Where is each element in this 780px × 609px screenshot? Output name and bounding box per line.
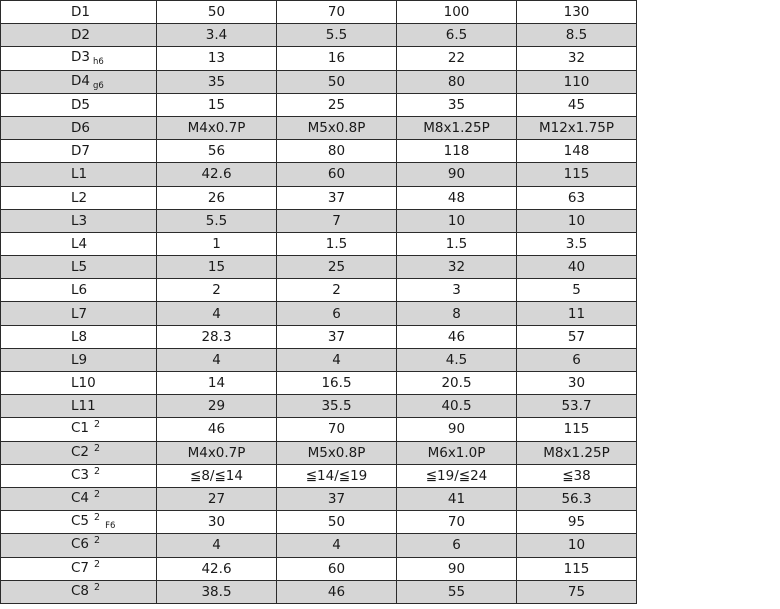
dimension-label-cell	[1, 511, 157, 534]
dimension-label: C8	[71, 582, 90, 599]
value-cell: 20.5	[397, 372, 517, 395]
dimension-label: D6	[71, 120, 90, 137]
value-cell: 3	[397, 279, 517, 302]
value-cell: M6x1.0P	[397, 441, 517, 464]
footnote-superscript: 2	[94, 535, 101, 547]
value-cell: 7	[277, 209, 397, 232]
dimension-label-cell	[1, 464, 157, 487]
value-cell: 70	[397, 511, 517, 534]
table-row	[1, 302, 637, 325]
tolerance-subscript: F6	[105, 521, 116, 532]
table-row	[1, 232, 637, 255]
value-cell: 4	[157, 302, 277, 325]
dimension-label: L7	[71, 305, 88, 322]
dimension-label-cell	[1, 256, 157, 279]
value-cell: 16.5	[277, 372, 397, 395]
value-cell: 30	[517, 372, 637, 395]
dimension-label: L10	[71, 375, 96, 392]
value-cell: 4	[277, 348, 397, 371]
value-cell: 1.5	[397, 232, 517, 255]
value-cell: 40.5	[397, 395, 517, 418]
value-cell: 56	[157, 140, 277, 163]
dimension-label: C3	[71, 466, 90, 483]
table-row	[1, 464, 637, 487]
value-cell: 5.5	[277, 24, 397, 47]
dimension-label: L5	[71, 259, 88, 276]
value-cell: M8x1.25P	[397, 116, 517, 139]
table-row	[1, 163, 637, 186]
dimension-label: C4	[71, 490, 90, 507]
table-row	[1, 441, 637, 464]
value-cell: 50	[157, 1, 277, 24]
value-cell: 100	[397, 1, 517, 24]
dimension-label: L3	[71, 212, 88, 229]
value-cell: 118	[397, 140, 517, 163]
value-cell: 3.5	[517, 232, 637, 255]
dimension-label-cell	[1, 279, 157, 302]
dimension-label: L1	[71, 166, 88, 183]
dimension-label: D5	[71, 96, 90, 113]
dimension-label-cell	[1, 24, 157, 47]
value-cell: 1.5	[277, 232, 397, 255]
value-cell: 38.5	[157, 580, 277, 603]
value-cell: 75	[517, 580, 637, 603]
table-row	[1, 93, 637, 116]
value-cell: 5	[517, 279, 637, 302]
value-cell: 41	[397, 487, 517, 510]
value-cell: 2	[157, 279, 277, 302]
value-cell: 25	[277, 256, 397, 279]
dimension-label-cell	[1, 580, 157, 603]
value-cell: 90	[397, 163, 517, 186]
value-cell: 53.7	[517, 395, 637, 418]
value-cell: 70	[277, 418, 397, 441]
dimension-label: L11	[71, 398, 96, 415]
table-row	[1, 47, 637, 70]
tolerance-subscript: h6	[92, 57, 104, 68]
value-cell: 37	[277, 487, 397, 510]
value-cell: 45	[517, 93, 637, 116]
value-cell: 50	[277, 70, 397, 93]
spec-table-body	[1, 1, 637, 604]
value-cell: M8x1.25P	[517, 441, 637, 464]
footnote-superscript: 2	[94, 512, 101, 524]
dimension-label-cell	[1, 395, 157, 418]
value-cell: 40	[517, 256, 637, 279]
table-row	[1, 395, 637, 418]
dimension-label-cell	[1, 441, 157, 464]
table-row	[1, 534, 637, 557]
dimension-label-cell	[1, 116, 157, 139]
dimension-label-cell	[1, 418, 157, 441]
value-cell: 6	[397, 534, 517, 557]
value-cell: 46	[277, 580, 397, 603]
value-cell: 10	[517, 209, 637, 232]
dimension-label-cell	[1, 140, 157, 163]
dimension-label-cell	[1, 348, 157, 371]
value-cell: ≦14/≦19	[277, 464, 397, 487]
value-cell: 4.5	[397, 348, 517, 371]
dimension-label: C2	[71, 443, 90, 460]
value-cell: 15	[157, 93, 277, 116]
value-cell: M5x0.8P	[277, 441, 397, 464]
table-row	[1, 418, 637, 441]
value-cell: 90	[397, 557, 517, 580]
value-cell: 115	[517, 163, 637, 186]
value-cell: 57	[517, 325, 637, 348]
value-cell: 90	[397, 418, 517, 441]
dimension-label: L2	[71, 189, 88, 206]
dimension-label: D2	[71, 27, 90, 44]
dimension-label-cell	[1, 302, 157, 325]
value-cell: 10	[517, 534, 637, 557]
dimension-label-cell	[1, 557, 157, 580]
dimension-label-cell	[1, 163, 157, 186]
dimension-label: L9	[71, 351, 88, 368]
dimension-label-cell	[1, 47, 157, 70]
value-cell: 95	[517, 511, 637, 534]
dimension-label-cell	[1, 372, 157, 395]
tolerance-subscript: g6	[92, 80, 104, 91]
value-cell: 35	[397, 93, 517, 116]
value-cell: 46	[157, 418, 277, 441]
value-cell: 55	[397, 580, 517, 603]
value-cell: 70	[277, 1, 397, 24]
value-cell: 28.3	[157, 325, 277, 348]
value-cell: 2	[277, 279, 397, 302]
value-cell: 8	[397, 302, 517, 325]
value-cell: 16	[277, 47, 397, 70]
table-row	[1, 186, 637, 209]
value-cell: 32	[397, 256, 517, 279]
value-cell: 42.6	[157, 163, 277, 186]
value-cell: 32	[517, 47, 637, 70]
value-cell: 42.6	[157, 557, 277, 580]
value-cell: 46	[397, 325, 517, 348]
value-cell: 115	[517, 418, 637, 441]
dimension-label-cell	[1, 186, 157, 209]
table-row	[1, 209, 637, 232]
value-cell: 1	[157, 232, 277, 255]
value-cell: 30	[157, 511, 277, 534]
dimension-label: C6	[71, 536, 90, 553]
value-cell: M12x1.75P	[517, 116, 637, 139]
value-cell: 37	[277, 186, 397, 209]
table-row	[1, 511, 637, 534]
value-cell: 60	[277, 163, 397, 186]
dimension-label: C7	[71, 559, 90, 576]
dimension-label: C1	[71, 420, 90, 437]
value-cell: 4	[157, 534, 277, 557]
value-cell: 15	[157, 256, 277, 279]
value-cell: M4x0.7P	[157, 116, 277, 139]
footnote-superscript: 2	[94, 419, 101, 431]
value-cell: 35.5	[277, 395, 397, 418]
value-cell: 63	[517, 186, 637, 209]
value-cell: 14	[157, 372, 277, 395]
dimension-label-cell	[1, 1, 157, 24]
value-cell: 5.5	[157, 209, 277, 232]
value-cell: 37	[277, 325, 397, 348]
table-row	[1, 325, 637, 348]
dimension-label: D7	[71, 143, 90, 160]
value-cell: 13	[157, 47, 277, 70]
footnote-superscript: 2	[94, 465, 101, 477]
table-row	[1, 487, 637, 510]
value-cell: 130	[517, 1, 637, 24]
dimension-label: C5	[71, 513, 90, 530]
value-cell: 80	[277, 140, 397, 163]
dimension-label-cell	[1, 534, 157, 557]
table-row	[1, 580, 637, 603]
value-cell: 3.4	[157, 24, 277, 47]
dimension-label-cell	[1, 70, 157, 93]
dimension-label: D4	[71, 72, 90, 89]
value-cell: 8.5	[517, 24, 637, 47]
dimension-label: D1	[71, 4, 90, 21]
value-cell: 10	[397, 209, 517, 232]
value-cell: 11	[517, 302, 637, 325]
value-cell: 35	[157, 70, 277, 93]
value-cell: 27	[157, 487, 277, 510]
value-cell: 60	[277, 557, 397, 580]
table-row	[1, 279, 637, 302]
value-cell: 29	[157, 395, 277, 418]
table-row	[1, 116, 637, 139]
value-cell: 25	[277, 93, 397, 116]
table-row	[1, 140, 637, 163]
dimension-label-cell	[1, 232, 157, 255]
value-cell: M4x0.7P	[157, 441, 277, 464]
table-row	[1, 70, 637, 93]
value-cell: 4	[157, 348, 277, 371]
dimension-label: L4	[71, 235, 88, 252]
value-cell: 48	[397, 186, 517, 209]
value-cell: 6.5	[397, 24, 517, 47]
value-cell: M5x0.8P	[277, 116, 397, 139]
value-cell: 115	[517, 557, 637, 580]
value-cell: 4	[277, 534, 397, 557]
table-row	[1, 348, 637, 371]
value-cell: 22	[397, 47, 517, 70]
value-cell: 56.3	[517, 487, 637, 510]
dimension-label-cell	[1, 93, 157, 116]
table-row	[1, 1, 637, 24]
dimension-label: L8	[71, 328, 88, 345]
dimension-label-cell	[1, 325, 157, 348]
value-cell: ≦38	[517, 464, 637, 487]
dimension-label: L6	[71, 282, 88, 299]
footnote-superscript: 2	[94, 489, 101, 501]
dimension-label-cell	[1, 487, 157, 510]
value-cell: ≦8/≦14	[157, 464, 277, 487]
value-cell: 148	[517, 140, 637, 163]
footnote-superscript: 2	[94, 581, 101, 593]
value-cell: 6	[517, 348, 637, 371]
table-row	[1, 24, 637, 47]
table-row	[1, 372, 637, 395]
value-cell: 110	[517, 70, 637, 93]
footnote-superscript: 2	[94, 558, 101, 570]
table-row	[1, 557, 637, 580]
value-cell: 6	[277, 302, 397, 325]
dimension-label-cell	[1, 209, 157, 232]
value-cell: 50	[277, 511, 397, 534]
footnote-superscript: 2	[94, 442, 101, 454]
dimension-label: D3	[71, 49, 90, 66]
value-cell: 80	[397, 70, 517, 93]
value-cell: 26	[157, 186, 277, 209]
table-row	[1, 256, 637, 279]
value-cell: ≦19/≦24	[397, 464, 517, 487]
